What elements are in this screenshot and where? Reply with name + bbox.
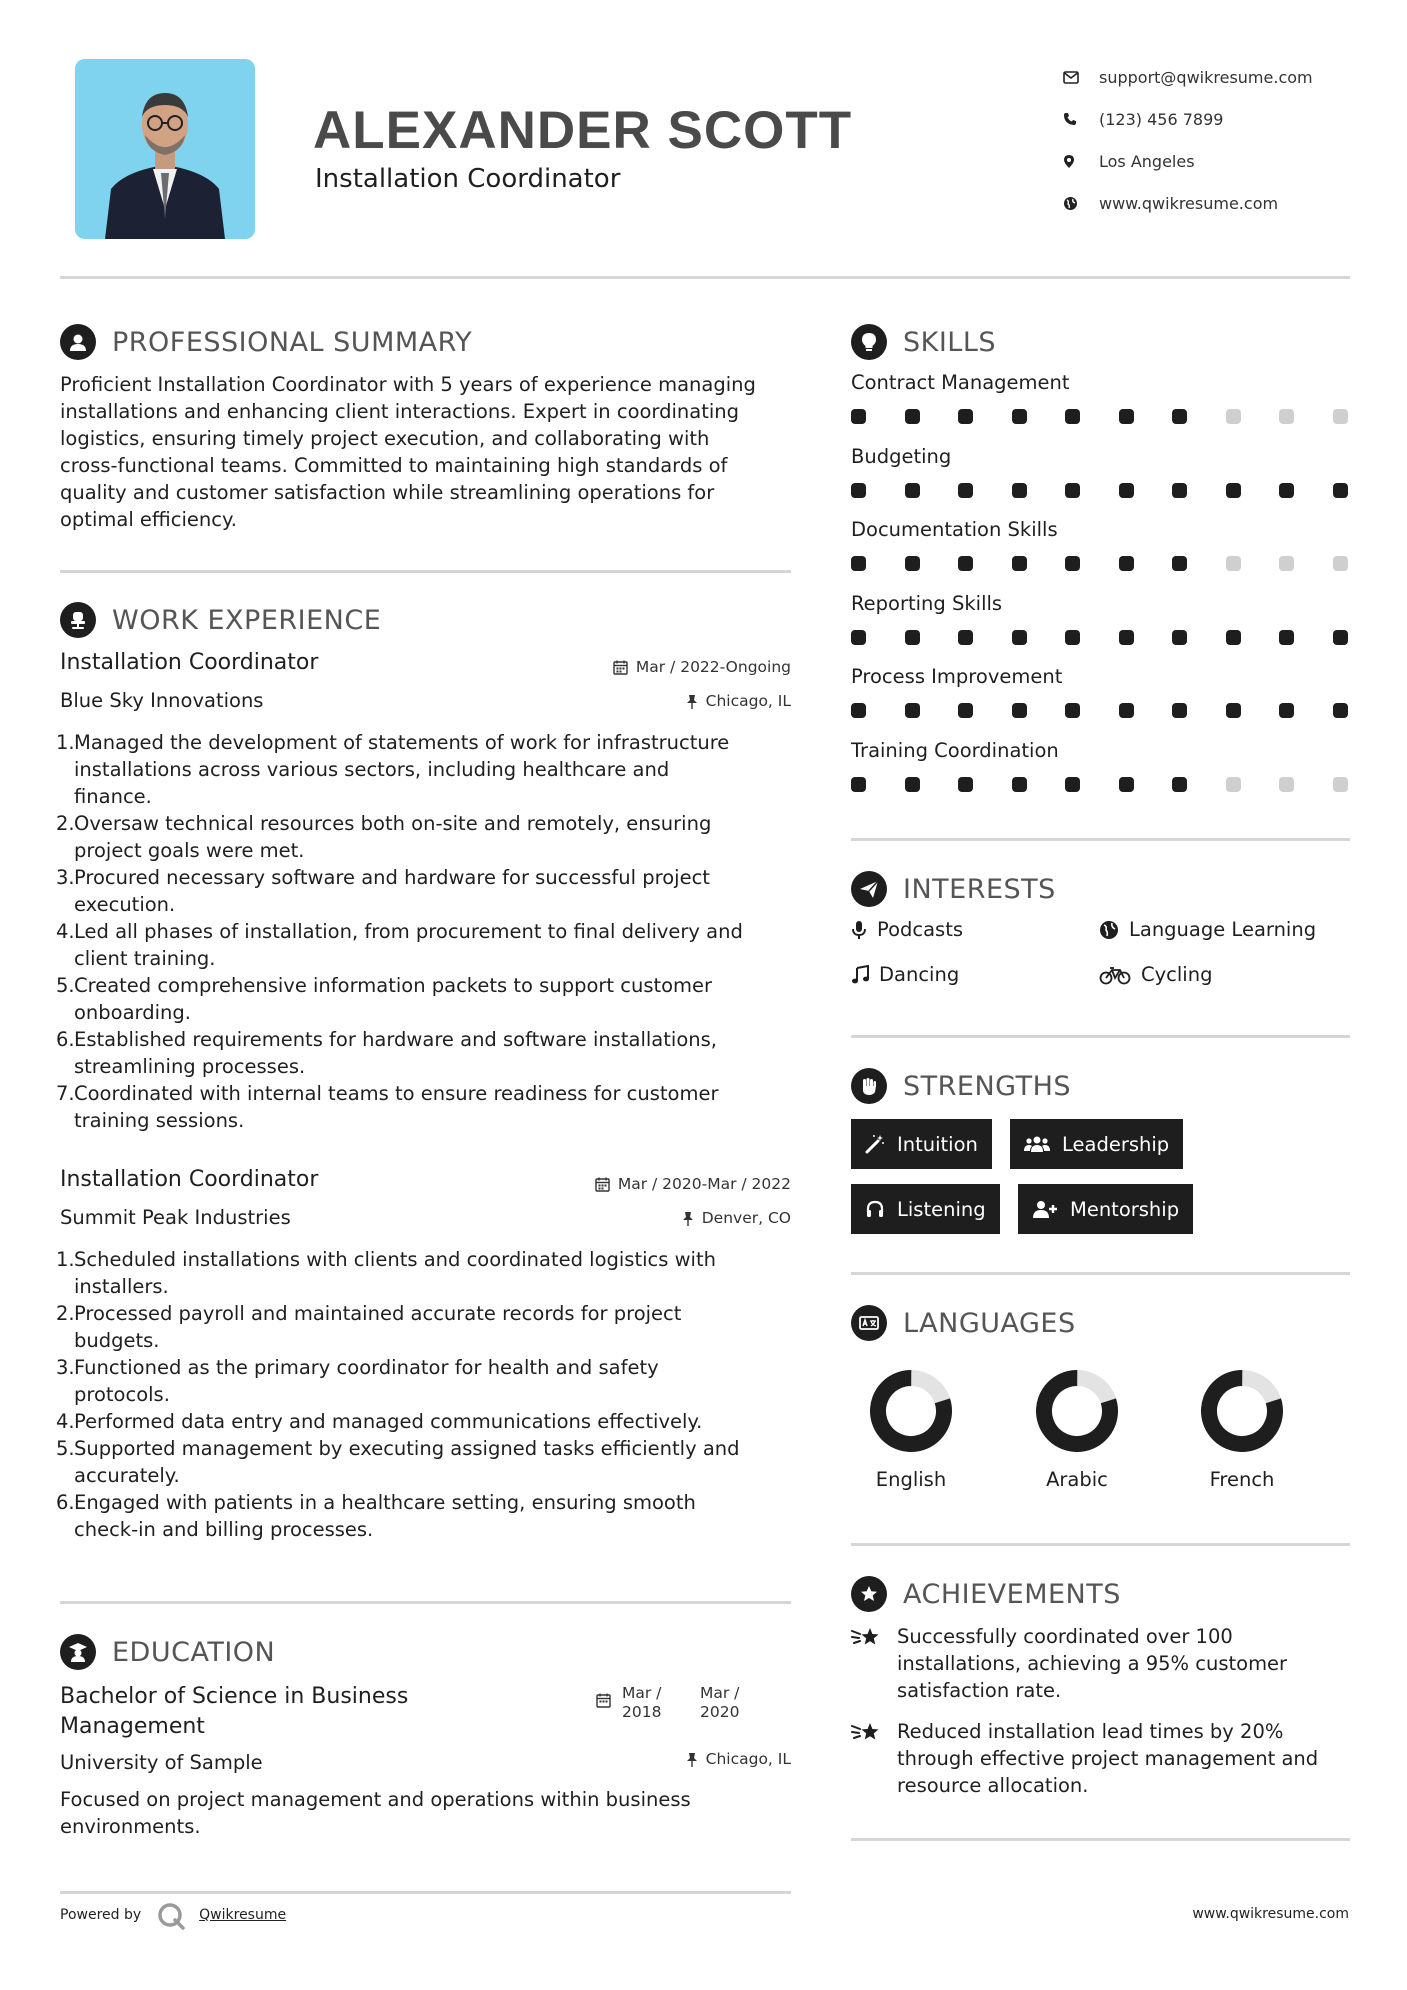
strength-tag: Mentorship — [1018, 1184, 1193, 1234]
candidate-title: Installation Coordinator — [315, 164, 621, 194]
language-proficiency-ring — [1032, 1366, 1122, 1456]
section-divider — [851, 1272, 1350, 1275]
skill-dot — [905, 556, 920, 571]
skill-dot — [1279, 409, 1294, 424]
calendar-icon — [596, 1693, 611, 1712]
skill-dot — [1226, 703, 1241, 718]
globe-icon — [1099, 920, 1119, 940]
section-divider — [60, 570, 791, 573]
education-location: Chicago, IL — [686, 1750, 791, 1768]
skill-dot — [1172, 409, 1187, 424]
skill-dot — [1226, 409, 1241, 424]
section-header-summary — [60, 324, 472, 360]
strength-tag: Leadership — [1010, 1119, 1183, 1169]
proficiency-arc — [869, 1369, 952, 1452]
section-divider — [851, 1543, 1350, 1546]
fist-icon — [851, 1068, 887, 1104]
skill-dot — [1333, 703, 1348, 718]
language-item: English — [836, 1366, 986, 1491]
skill-dot — [958, 483, 973, 498]
skill-dot — [1065, 630, 1080, 645]
language-item: French — [1167, 1366, 1317, 1491]
section-title: LANGUAGES — [903, 1307, 1076, 1339]
microphone-icon — [851, 920, 867, 940]
skill-dot — [851, 483, 866, 498]
skill-dot — [1012, 777, 1027, 792]
skill-dot — [1279, 556, 1294, 571]
achievement-item: Reduced installation lead times by 20% through effective project management and resource allocation. — [851, 1718, 1351, 1799]
skill-rating — [851, 630, 1351, 652]
section-divider — [851, 1035, 1350, 1038]
skill-dot — [958, 703, 973, 718]
pushpin-icon — [686, 1752, 698, 1767]
graduate-icon — [60, 1634, 96, 1670]
contact-website[interactable]: www.qwikresume.com — [1063, 182, 1393, 224]
skill-item: Process Improvement — [851, 665, 1351, 725]
job-dates: Mar / 2022-Ongoing — [613, 658, 791, 676]
header-divider — [60, 276, 1350, 279]
skill-dot — [958, 777, 973, 792]
duties-list — [56, 1246, 801, 1543]
skill-dot — [1065, 777, 1080, 792]
skill-dot — [1333, 777, 1348, 792]
user-icon — [60, 324, 96, 360]
qwikresume-logo-icon — [155, 1900, 189, 1930]
skill-dot — [1012, 409, 1027, 424]
education-description: Focused on project management and operations within business environments. — [60, 1788, 691, 1838]
list-item: 6. Engaged with patients in a healthcare setting, ensuring smooth check-in and billing processes. — [56, 1491, 696, 1541]
candidate-name: ALEXANDER SCOTT — [313, 101, 853, 160]
list-item: 4. Led all phases of installation, from procurement to final delivery and client training. — [56, 920, 743, 970]
skill-dot — [905, 630, 920, 645]
education-start-date: Mar / 2018 — [622, 1684, 662, 1721]
list-item: 3. Procured necessary software and hardware for successful project execution. — [56, 866, 710, 916]
skill-dot — [905, 409, 920, 424]
section-divider — [851, 1838, 1350, 1841]
skill-item: Training Coordination — [851, 739, 1351, 799]
skill-dot — [1226, 556, 1241, 571]
magic-wand-icon — [865, 1134, 885, 1154]
skill-dot — [1226, 630, 1241, 645]
qwikresume-link[interactable]: Qwikresume — [199, 1907, 287, 1923]
skill-dot — [1172, 483, 1187, 498]
achievement-item: Successfully coordinated over 100 installations, achieving a 95% customer satisfaction rate. — [851, 1623, 1351, 1704]
skill-item: Reporting Skills — [851, 592, 1351, 652]
strength-tag: Listening — [851, 1184, 1000, 1234]
envelope-icon — [1063, 71, 1099, 84]
job-location: Chicago, IL — [686, 692, 791, 710]
language-item: Arabic — [1002, 1366, 1152, 1491]
skill-dot — [851, 777, 866, 792]
skill-dot — [1119, 703, 1134, 718]
skill-dot — [851, 630, 866, 645]
phone-icon — [1063, 112, 1099, 126]
list-item: 6. Established requirements for hardware and software installations, streamlining processes. — [56, 1028, 717, 1078]
pushpin-icon — [682, 1211, 694, 1226]
skill-rating — [851, 703, 1351, 725]
interest-item: Language Learning — [1099, 918, 1316, 941]
skill-dot — [1065, 483, 1080, 498]
language-proficiency-ring — [866, 1366, 956, 1456]
skill-dot — [1065, 409, 1080, 424]
skill-dot — [1012, 630, 1027, 645]
skill-dot — [851, 703, 866, 718]
section-header-interests — [851, 871, 1056, 907]
section-title: STRENGTHS — [903, 1070, 1072, 1102]
footer-url[interactable]: www.qwikresume.com — [1192, 1906, 1349, 1922]
section-divider — [60, 1601, 791, 1604]
contact-list — [1063, 56, 1393, 224]
skill-item: Documentation Skills — [851, 518, 1351, 578]
section-title: INTERESTS — [903, 873, 1056, 905]
education-end-date: Mar / 2020 — [700, 1684, 740, 1721]
users-icon — [1024, 1134, 1050, 1154]
skill-dot — [1119, 409, 1134, 424]
interest-item: Podcasts — [851, 918, 963, 941]
list-item: 4. Performed data entry and managed communications effectively. — [56, 1410, 703, 1433]
interest-item: Dancing — [851, 963, 959, 986]
pushpin-icon — [686, 694, 698, 709]
skill-dot — [1065, 703, 1080, 718]
summary-text: Proficient Installation Coordinator with 5 years of experience managing installations and enhancing client interactions. Expert in coordinating logistics, ensuring timely project execution, and collaborating with cross-functional teams. Committed to maintaining high standards of quality and customer satisfaction while streamlining operations for optimal efficiency. — [60, 373, 756, 531]
footer-powered-by: Powered by Qwikresume — [60, 1900, 286, 1930]
section-title: WORK EXPERIENCE — [112, 604, 382, 636]
skill-dot — [1172, 777, 1187, 792]
job-company: Summit Peak Industries — [60, 1206, 291, 1229]
skill-dot — [1279, 483, 1294, 498]
skill-item: Budgeting — [851, 445, 1351, 505]
list-item: 1. Scheduled installations with clients and coordinated logistics with installers. — [56, 1248, 716, 1298]
section-header-experience — [60, 602, 381, 638]
skill-dot — [1065, 556, 1080, 571]
skill-dot — [1279, 777, 1294, 792]
lightbulb-icon — [851, 324, 887, 360]
skill-dot — [958, 556, 973, 571]
skill-dot — [1279, 703, 1294, 718]
skill-dot — [1333, 630, 1348, 645]
map-pin-icon — [1063, 154, 1099, 169]
section-header-education — [60, 1634, 275, 1670]
skill-dot — [851, 556, 866, 571]
office-chair-icon — [60, 602, 96, 638]
user-plus-icon — [1032, 1199, 1058, 1219]
section-header-strengths — [851, 1068, 1071, 1104]
proficiency-arc — [1035, 1369, 1118, 1452]
language-icon — [851, 1305, 887, 1341]
skill-dot — [1333, 483, 1348, 498]
section-title: SKILLS — [903, 326, 997, 358]
footer-divider — [60, 1891, 791, 1894]
list-item: 2. Processed payroll and maintained accurate records for project budgets. — [56, 1302, 682, 1352]
skill-dot — [1226, 483, 1241, 498]
section-title: ACHIEVEMENTS — [903, 1578, 1121, 1610]
degree-title: Bachelor of Science in Business Management — [60, 1684, 409, 1739]
skill-dot — [1333, 409, 1348, 424]
shooting-star-icon — [851, 1720, 883, 1799]
skill-dot — [1119, 630, 1134, 645]
interest-item: Cycling — [1099, 963, 1212, 986]
skill-rating — [851, 483, 1351, 505]
section-divider — [851, 838, 1350, 841]
language-proficiency-ring — [1197, 1366, 1287, 1456]
skill-dot — [1226, 777, 1241, 792]
list-item: 5. Created comprehensive information packets to support customer onboarding. — [56, 974, 713, 1024]
skill-item: Contract Management — [851, 371, 1351, 431]
skill-dot — [905, 777, 920, 792]
paper-plane-icon — [851, 871, 887, 907]
star-badge-icon — [851, 1576, 887, 1612]
skill-dot — [1172, 630, 1187, 645]
list-item: 5. Supported management by executing assigned tasks efficiently and accurately. — [56, 1437, 740, 1487]
section-title: PROFESSIONAL SUMMARY — [112, 326, 473, 358]
contact-email[interactable]: support@qwikresume.com — [1063, 56, 1393, 98]
strength-tag: Intuition — [851, 1119, 992, 1169]
shooting-star-icon — [851, 1625, 883, 1704]
proficiency-arc — [1200, 1369, 1283, 1452]
list-item: 3. Functioned as the primary coordinator for health and safety protocols. — [56, 1356, 659, 1406]
bicycle-icon — [1099, 965, 1131, 985]
section-header-languages — [851, 1305, 1076, 1341]
music-note-icon — [851, 965, 869, 985]
profile-photo — [75, 59, 255, 239]
skill-dot — [1119, 556, 1134, 571]
job-dates: Mar / 2020-Mar / 2022 — [595, 1175, 791, 1193]
skill-rating — [851, 777, 1351, 799]
skill-dot — [851, 409, 866, 424]
section-header-achievements — [851, 1576, 1121, 1612]
skill-dot — [1012, 556, 1027, 571]
skill-dot — [905, 483, 920, 498]
list-item: 1. Managed the development of statements of work for infrastructure installations across various sectors, including healthcare and finance. — [56, 731, 730, 808]
skill-dot — [905, 703, 920, 718]
job-company: Blue Sky Innovations — [60, 689, 264, 712]
job-title: Installation Coordinator — [60, 1167, 319, 1192]
contact-phone[interactable]: (123) 456 7899 — [1063, 98, 1393, 140]
duties-list — [56, 729, 801, 1134]
skill-dot — [1119, 777, 1134, 792]
skill-dot — [958, 630, 973, 645]
contact-location: Los Angeles — [1063, 140, 1393, 182]
skill-dot — [1333, 556, 1348, 571]
job-title: Installation Coordinator — [60, 650, 319, 675]
skill-dot — [1279, 630, 1294, 645]
skill-dot — [1012, 483, 1027, 498]
list-item: 2. Oversaw technical resources both on-site and remotely, ensuring project goals were met. — [56, 812, 712, 862]
skill-rating — [851, 409, 1351, 431]
skill-dot — [1012, 703, 1027, 718]
person-portrait-image — [75, 59, 255, 239]
skill-dot — [958, 409, 973, 424]
job-location: Denver, CO — [682, 1209, 791, 1227]
skill-rating — [851, 556, 1351, 578]
skill-dot — [1172, 703, 1187, 718]
skill-dot — [1119, 483, 1134, 498]
calendar-icon — [613, 660, 628, 675]
school-name: University of Sample — [60, 1751, 263, 1774]
globe-icon — [1063, 196, 1099, 211]
section-header-skills — [851, 324, 996, 360]
list-item: 7. Coordinated with internal teams to ensure readiness for customer training sessions. — [56, 1082, 719, 1132]
calendar-icon — [595, 1177, 610, 1192]
headphones-icon — [865, 1199, 885, 1219]
section-title: EDUCATION — [112, 1636, 276, 1668]
skill-dot — [1172, 556, 1187, 571]
